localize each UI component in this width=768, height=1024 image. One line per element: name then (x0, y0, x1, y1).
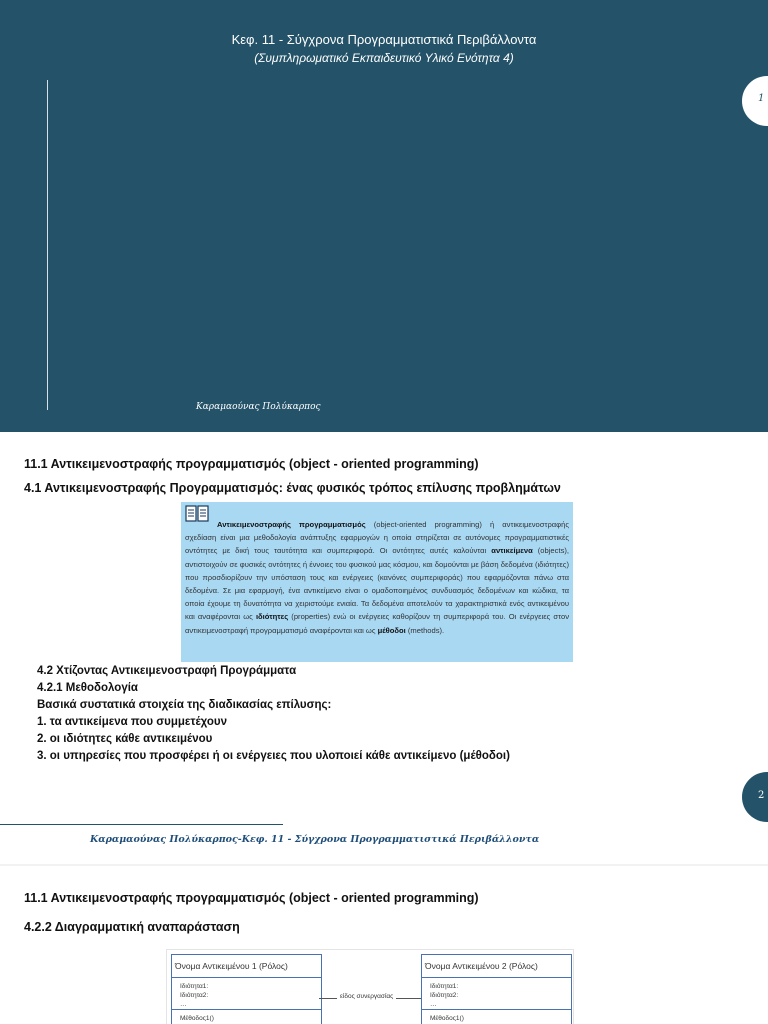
object-diagram (166, 949, 574, 1024)
property: … (430, 1001, 437, 1008)
footer-divider (0, 824, 283, 825)
slide-heading: 11.1 Αντικειμενοστραφής προγραμματισμός (object - oriented programming) (24, 891, 479, 905)
object-title: Όνομα Αντικειμένου 2 (Ρόλος) (422, 955, 571, 978)
page-number-badge (742, 76, 768, 126)
list-title: 4.2 Χτίζοντας Αντικειμενοστραφή Προγράμματα (37, 665, 297, 677)
object-properties (172, 978, 321, 1010)
association-label: είδος συνεργασίας (337, 993, 396, 1000)
section-heading: 4.1 Αντικειμενοστραφής Προγραμματισμός: ένας φυσικός τρόπος επίλυσης προβλημάτων (24, 481, 561, 495)
property: Ιδιότητα1: (180, 983, 209, 990)
list-subtitle: 4.2.1 Μεθοδολογία (37, 682, 138, 694)
methodology-list (37, 663, 510, 765)
author-name: Καραμαούνας Πολύκαρπος (196, 402, 321, 412)
list-item: 1. τα αντικείμενα που συμμετέχουν (37, 716, 228, 728)
property: … (180, 1001, 187, 1008)
slide-heading: 11.1 Αντικειμενοστραφής προγραμματισμός (object - oriented programming) (24, 457, 479, 471)
object-properties (422, 978, 571, 1010)
property: Ιδιότητα2: (430, 992, 459, 999)
list-item: 3. οι υπηρεσίες που προσφέρει ή οι ενέργειες που υλοποιεί κάθε αντικείμενο (μέθοδοι) (37, 750, 510, 762)
slide-title: Κεφ. 11 - Σύγχρονα Προγραμματιστικά Περιβάλλοντα (231, 32, 537, 47)
list-intro: Βασικά συστατικά στοιχεία της διαδικασίας επίλυσης: (37, 699, 332, 711)
page-number: 1 (758, 93, 765, 104)
term-objects: αντικείμενα (491, 546, 533, 556)
term-properties: ιδιότητες (255, 612, 289, 622)
property: Ιδιότητα2: (180, 992, 209, 999)
definition-text (185, 520, 569, 635)
method: Μέθοδος1() (180, 1015, 214, 1022)
list-item: 2. οι ιδιότητες κάθε αντικειμένου (37, 733, 213, 745)
method: Μέθοδος1() (430, 1015, 464, 1022)
content-slide-diagram (0, 866, 768, 1024)
page-number: 2 (758, 790, 765, 801)
page-number-badge (742, 772, 768, 822)
slide-subtitle: (Συμπληρωματικό Εκπαιδευτικό Υλικό Ενότητα 4) (254, 51, 514, 65)
property: Ιδιότητα1: (430, 983, 459, 990)
section-heading: 4.2.2 Διαγραμματική αναπαράσταση (24, 920, 240, 934)
definition-part-3: (properties) ενώ οι ενέργειες καθορίζουν τη συμπεριφορά του. Οι ενέργειες στον αντικειμενοστραφή προγραμματισμό αναφέρονται και ως (185, 612, 569, 635)
definition-box (181, 502, 573, 662)
book-icon (185, 505, 209, 523)
object-title: Όνομα Αντικειμένου 1 (Ρόλος) (172, 955, 321, 978)
term-oop: Αντικειμενοστραφής προγραμματισμός (217, 520, 366, 529)
content-slide-oop (0, 432, 768, 864)
decorative-divider (47, 80, 48, 410)
term-methods: μέθοδοι (377, 625, 406, 635)
definition-part-1: (object-oriented programming) ή αντικειμενοστραφής σχεδίαση είναι μια μεθοδολογία ανάπτυξης εφαρμογών η οποία στηρίζεται σε αυτόνομες προγραμματιστικές οντότητες με δική τους ταυτότητα και συμπεριφορά. Οι οντότητες αυτές καλούνται (185, 520, 569, 556)
object-methods (422, 1010, 571, 1023)
definition-part-2: (objects), αντιστοιχούν σε φυσικές οντότητες ή έννοιες του φυσικού μας κόσμου, και δομούνται με βάση δεδομένα (ιδιότητες) που προσδιορίζουν την υπόσταση τους και ενέργειες (κανόνες συμπεριφοράς) που εφαρμόζονται πάνω στα δεδομένα. Σε μια εφαρμογή, ένα αντικείμενο είναι ο ομαδοποιημένος συνδυασμός δεδομένων και κώδικα, τα οποία έχουμε τη δυνατότητα να χειριστούμε ενιαία. Τα δεδομένα αποτελούν τα χαρακτηριστικά ενός αντικειμένου και αναφέρονται ως (185, 546, 570, 622)
object-box-2 (421, 954, 572, 1024)
object-methods (172, 1010, 321, 1023)
object-box-1 (171, 954, 322, 1024)
slide-footer: Καραμαούνας Πολύκαρπος-Κεφ. 11 - Σύγχρονα Προγραμματιστικά Περιβάλλοντα (90, 834, 540, 845)
definition-part-4: (methods). (405, 625, 445, 635)
title-slide (0, 0, 768, 432)
